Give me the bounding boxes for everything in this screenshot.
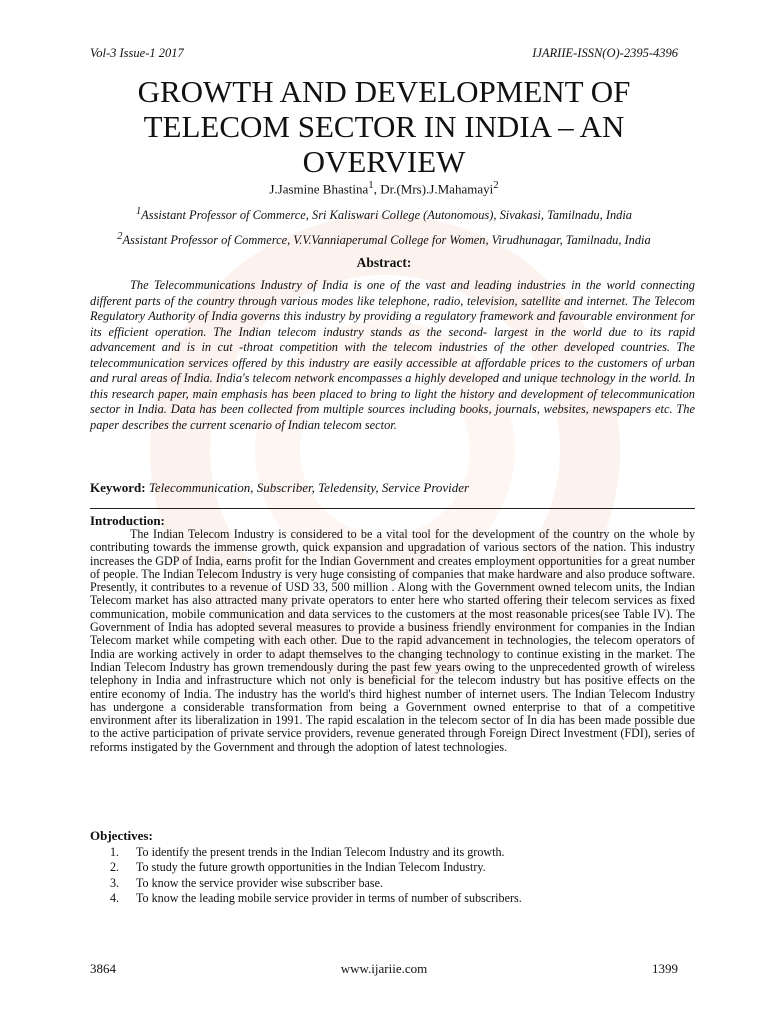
abstract-heading: Abstract: (356, 255, 412, 270)
affiliation-1-sup: 1 (136, 206, 142, 217)
paper-title: GROWTH AND DEVELOPMENT OF TELECOM SECTOR IN INDIA – AN OVERVIEW (137, 74, 631, 179)
affiliation-1 (60, 206, 708, 223)
list-item-number: 2. (110, 860, 120, 875)
list-item (110, 876, 670, 891)
page-footer (90, 961, 678, 977)
author-1-sup: 1 (368, 179, 374, 191)
abstract-body: The Telecommunications Industry of India is one of the vast and leading industries in the world connecting different parts of the country through various modes like telephone, radio, television, satellite and internet. The Telecom Regulatory Authority of India governs this industry by providing a regulatory framework and favourable environment for its efficient operation. The Indian telecom industry stands as the second- largest in the world due to its rapid advancement and is in cut -throat competition with the telecom industries of the other developed countries. The telecommunication services offered by this industry are easily accessible at affordable prices to the customers of urban and rural areas of India. India's telecom network encompasses a highly developed and unique technology in the world. In this research paper, main emphasis has been placed to bring to light the history and development of telecommunication sector in India. Data has been collected from multiple sources including books, journals, websites, newspapers etc. The paper describes the current scenario of Indian telecom sector. (90, 278, 695, 432)
list-item-number: 3. (110, 875, 120, 890)
list-item-number: 4. (110, 890, 120, 905)
list-item-number: 1. (110, 845, 120, 859)
list-item (110, 891, 670, 906)
list-item-text: To know the service provider wise subscriber base. (136, 875, 384, 890)
author-1: J.Jasmine Bhastina (269, 181, 369, 197)
author-2-sup: 2 (493, 179, 499, 191)
keyword-value: Telecommunication, Subscriber, Teledensity, Service Provider (148, 480, 470, 495)
introduction-heading: Introduction: (90, 513, 165, 528)
list-item-text: To study the future growth opportunities in the Indian Telecom Industry. (136, 860, 486, 875)
header-volume: Vol-3 Issue-1 2017 (90, 46, 184, 60)
footer-paper-number: 3864 (90, 961, 116, 976)
footer-page-number: 1399 (652, 961, 678, 976)
keyword-line (90, 480, 678, 496)
author-line (90, 179, 678, 197)
introduction-body: The Indian Telecom Industry is considered to be a vital tool for the development of the country on the whole by contributing towards the immense growth, quick expansion and upgradation of various sectors of the nation. This industry increases the GDP of India, earns profit for the Indian Government and creates employment opportunities for a great number of people. The Indian Telecom Industry is very huge consisting of companies that make hardware and also produce software. Presently, it contributes to a revenue of USD 33, 500 million . Along with the Government owned telecom units, the Indian Telecom market has also attracted many private operators to enter here who started offering their telecom services as fixed communication, mobile communication and data services to the customers at the most reasonable prices(see Table IV). The Government of India has adopted several measures to provide a business friendly environment for companies in the Indian Telecom market while competing with each other. Due to the rapid advancement in technologies, the telecom operators of India are working actively in order to adapt themselves to the changing technology to continue existing in the market. The Indian Telecom Industry has grown tremendously during the past few years owing to the unprecedented growth of wireless telephony in India and infrastructure which not only is beneficial for the telecom industry but has positive effects on the entire economy of India. The industry has the world's third highest number of internet users. The Indian Telecom Industry has undergone a considerable transformation from being a Government owned enterprise to that of a competitive environment after its liberalization in 1991. The rapid escalation in the telecom sector of In dia has been made possible due to the active participation of private service providers, revenue generated through Foreign Direct Investment (FDI), series of reforms instigated by the Government and through the adoption of latest technologies. (90, 527, 695, 754)
author-separator: , (373, 181, 381, 197)
list-item (110, 860, 670, 875)
objectives-list (110, 845, 670, 906)
list-item (110, 845, 670, 860)
objectives-heading: Objectives: (90, 828, 153, 843)
list-item-text: To identify the present trends in the Indian Telecom Industry and its growth. (136, 845, 505, 859)
section-divider (90, 508, 695, 509)
running-header (90, 46, 678, 61)
affiliation-1-text: Assistant Professor of Commerce, Sri Kaliswari College (Autonomous), Sivakasi, Tamilnadu, India (141, 208, 632, 223)
header-issn: IJARIIE-ISSN(O)-2395-4396 (532, 46, 678, 60)
author-2: Dr.(Mrs).J.Mahamayi (380, 181, 494, 197)
keyword-label: Keyword: (90, 480, 146, 495)
affiliation-2-text: Assistant Professor of Commerce, V.V.Vanniaperumal College for Women, Virudhunagar, Tamilnadu, India (122, 233, 651, 248)
affiliation-2-sup: 2 (117, 231, 123, 242)
affiliation-2 (60, 231, 708, 248)
list-item-text: To know the leading mobile service provider in terms of number of subscribers. (136, 890, 522, 905)
footer-website: www.ijariie.com (340, 961, 428, 976)
